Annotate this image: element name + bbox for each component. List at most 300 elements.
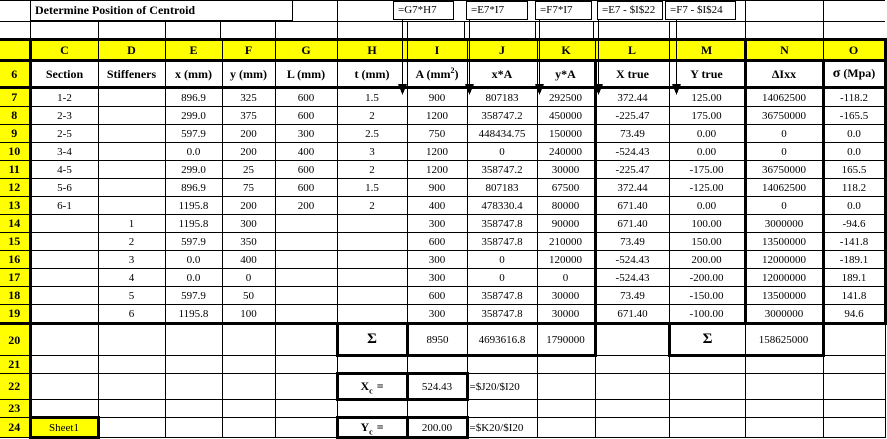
empty-row (0, 400, 885, 418)
column-letter-C[interactable]: C (30, 40, 98, 61)
cell-stiffener[interactable]: 2 (98, 233, 165, 251)
empty-cell[interactable] (537, 356, 595, 374)
cell-stiffener[interactable] (98, 179, 165, 197)
cell-x-true[interactable]: -225.47 (595, 107, 669, 125)
cell-yA[interactable]: 80000 (537, 197, 595, 215)
empty-cell[interactable] (595, 400, 669, 418)
row-header[interactable]: 18 (0, 287, 30, 305)
cell-xA[interactable]: 358747.2 (467, 161, 537, 179)
sum-symbol-right[interactable]: Σ (669, 324, 745, 356)
empty-cell[interactable] (823, 418, 885, 438)
cell-L[interactable] (275, 269, 337, 287)
column-letter-J[interactable]: J (467, 40, 537, 61)
cell-area[interactable]: 900 (407, 179, 467, 197)
table-row (0, 269, 885, 287)
cell-stiffener[interactable] (98, 125, 165, 143)
cell-t[interactable]: 2.5 (337, 125, 407, 143)
cell-t[interactable] (337, 287, 407, 305)
empty-cell[interactable] (275, 374, 337, 400)
cell-stiffener[interactable]: 1 (98, 215, 165, 233)
cell-x[interactable]: 0.0 (165, 251, 222, 269)
cell-yA[interactable]: 240000 (537, 143, 595, 161)
cell-L[interactable]: 300 (275, 125, 337, 143)
cell-section[interactable] (30, 215, 98, 233)
formula-annotation-x-true[interactable]: =E7 - $I$22 (597, 1, 663, 20)
column-letter-D[interactable]: D (98, 40, 165, 61)
cell-sigma[interactable]: -165.5 (823, 107, 885, 125)
sum-area[interactable]: 8950 (407, 324, 467, 356)
cell-x[interactable]: 597.9 (165, 125, 222, 143)
cell-section[interactable]: 2-3 (30, 107, 98, 125)
empty-cell[interactable] (275, 356, 337, 374)
cell-stiffener[interactable] (98, 143, 165, 161)
x-label: X (360, 379, 370, 393)
cell-section[interactable]: 3-4 (30, 143, 98, 161)
row-header[interactable]: 11 (0, 161, 30, 179)
cell-x-true[interactable]: 671.40 (595, 305, 669, 324)
cell-L[interactable]: 200 (275, 197, 337, 215)
column-letter-E[interactable]: E (165, 40, 222, 61)
cell-area[interactable]: 900 (407, 88, 467, 107)
cell-t[interactable]: 1.5 (337, 179, 407, 197)
cell-yA[interactable]: 30000 (537, 161, 595, 179)
sum-row (0, 324, 885, 356)
cell-delta-ixx[interactable]: 0 (745, 125, 823, 143)
cell-xA[interactable]: 358747.8 (467, 215, 537, 233)
empty-cell[interactable] (745, 356, 823, 374)
row-header[interactable]: 8 (0, 107, 30, 125)
row-header-6[interactable]: 6 (0, 61, 30, 88)
header-y-true[interactable]: Y true (669, 61, 745, 88)
cell-t[interactable] (337, 251, 407, 269)
row-header[interactable]: 7 (0, 88, 30, 107)
cell-stiffener[interactable]: 6 (98, 305, 165, 324)
cell-t[interactable] (337, 305, 407, 324)
cell-x[interactable]: 299.0 (165, 161, 222, 179)
cell-delta-ixx[interactable]: 12000000 (745, 269, 823, 287)
cell-xA[interactable]: 0 (467, 143, 537, 161)
empty-cell[interactable] (337, 400, 407, 418)
empty-cell[interactable] (165, 356, 222, 374)
cell-L[interactable] (275, 305, 337, 324)
empty-cell[interactable] (275, 418, 337, 438)
cell-L[interactable]: 600 (275, 88, 337, 107)
cell-delta-ixx[interactable]: 0 (745, 197, 823, 215)
cell-y-true[interactable]: 125.00 (669, 88, 745, 107)
cell-y-true[interactable]: 100.00 (669, 215, 745, 233)
cell-y-true[interactable]: 200.00 (669, 251, 745, 269)
cell-xA[interactable]: 807183 (467, 88, 537, 107)
formula-annotation-xa[interactable]: =E7*I7 (466, 1, 528, 20)
empty-cell[interactable] (669, 400, 745, 418)
cell-xA[interactable]: 448434.75 (467, 125, 537, 143)
cell-x-true[interactable]: -524.43 (595, 269, 669, 287)
cell-y-true[interactable]: -150.00 (669, 287, 745, 305)
cell-L[interactable]: 600 (275, 179, 337, 197)
empty-cell[interactable] (745, 374, 823, 400)
cell-y[interactable]: 75 (222, 179, 275, 197)
empty-cell[interactable] (823, 374, 885, 400)
cell-x-true[interactable]: 671.40 (595, 197, 669, 215)
table-row (0, 88, 885, 107)
row-header[interactable]: 9 (0, 125, 30, 143)
cell-y-true[interactable]: 0.00 (669, 143, 745, 161)
cell-stiffener[interactable]: 5 (98, 287, 165, 305)
empty-row (0, 356, 885, 374)
empty-cell[interactable] (30, 356, 98, 374)
column-letter-F[interactable]: F (222, 40, 275, 61)
cell-delta-ixx[interactable]: 0 (745, 143, 823, 161)
cell-y-true[interactable]: 0.00 (669, 197, 745, 215)
sheet-tab[interactable]: Sheet1 (30, 418, 98, 438)
cell-sigma[interactable]: 0.0 (823, 197, 885, 215)
cell-x[interactable]: 0.0 (165, 143, 222, 161)
cell-y[interactable]: 50 (222, 287, 275, 305)
cell-xA[interactable]: 358747.8 (467, 305, 537, 324)
cell-y-true[interactable]: 0.00 (669, 125, 745, 143)
cell-yA[interactable]: 292500 (537, 88, 595, 107)
formula-annotation-xA-area[interactable]: =G7*H7 (393, 1, 454, 20)
empty-cell[interactable] (165, 324, 222, 356)
header-yA[interactable]: y*A (537, 61, 595, 88)
cell-xA[interactable]: 807183 (467, 179, 537, 197)
cell-stiffener[interactable] (98, 197, 165, 215)
row-header-20[interactable]: 20 (0, 324, 30, 356)
cell-section[interactable]: 5-6 (30, 179, 98, 197)
empty-cell[interactable] (823, 324, 885, 356)
cell-x[interactable]: 1195.8 (165, 215, 222, 233)
cell-sigma[interactable]: 141.8 (823, 287, 885, 305)
cell-section[interactable] (30, 251, 98, 269)
cell-delta-ixx[interactable]: 14062500 (745, 88, 823, 107)
cell-xA[interactable]: 358747.8 (467, 233, 537, 251)
header-delta-ixx[interactable]: ΔIxx (745, 61, 823, 88)
cell-y[interactable]: 0 (222, 269, 275, 287)
empty-cell[interactable] (745, 418, 823, 438)
centroid-x-label[interactable] (337, 374, 407, 400)
empty-cell[interactable] (745, 400, 823, 418)
cell-y[interactable]: 325 (222, 88, 275, 107)
cell-sigma[interactable]: -94.6 (823, 215, 885, 233)
table-row (0, 107, 885, 125)
cell-x[interactable]: 896.9 (165, 88, 222, 107)
empty-cell[interactable] (98, 374, 165, 400)
cell-section[interactable] (30, 233, 98, 251)
cell-delta-ixx[interactable]: 3000000 (745, 305, 823, 324)
sum-delta-ixx[interactable]: 158625000 (745, 324, 823, 356)
row-header[interactable]: 12 (0, 179, 30, 197)
row-header[interactable]: 10 (0, 143, 30, 161)
header-L[interactable]: L (mm) (275, 61, 337, 88)
cell-y-true[interactable]: -100.00 (669, 305, 745, 324)
cell-stiffener[interactable] (98, 161, 165, 179)
cell-area[interactable]: 1200 (407, 143, 467, 161)
cell-xA[interactable]: 0 (467, 251, 537, 269)
cell-x-true[interactable]: 372.44 (595, 179, 669, 197)
cell-y-true[interactable]: -175.00 (669, 161, 745, 179)
empty-cell[interactable] (669, 356, 745, 374)
cell-x[interactable]: 597.9 (165, 233, 222, 251)
centroid-y-value[interactable]: 200.00 (407, 418, 467, 438)
empty-cell[interactable] (98, 418, 165, 438)
header-section[interactable]: Section (30, 61, 98, 88)
title-cell[interactable]: Determine Position of Centroid (30, 0, 293, 21)
empty-cell[interactable] (467, 356, 537, 374)
row-header-24[interactable]: 24 (0, 418, 30, 438)
empty-cell[interactable] (98, 400, 165, 418)
cell-area[interactable]: 300 (407, 269, 467, 287)
empty-cell[interactable] (407, 356, 467, 374)
table-row (0, 215, 885, 233)
cell-section[interactable] (30, 305, 98, 324)
row-header[interactable]: 17 (0, 269, 30, 287)
cell-L[interactable]: 400 (275, 143, 337, 161)
column-letter-N[interactable]: N (745, 40, 823, 61)
cell-area[interactable]: 300 (407, 305, 467, 324)
empty-cell[interactable] (595, 374, 669, 400)
cell-y[interactable]: 375 (222, 107, 275, 125)
row-header-23[interactable]: 23 (0, 400, 30, 418)
cell-y-true[interactable]: -200.00 (669, 269, 745, 287)
empty-cell[interactable] (467, 400, 537, 418)
empty-cell[interactable] (222, 374, 275, 400)
cell-y-true[interactable]: 150.00 (669, 233, 745, 251)
cell-sigma[interactable]: 0.0 (823, 125, 885, 143)
empty-cell[interactable] (407, 400, 467, 418)
cell-L[interactable]: 600 (275, 107, 337, 125)
cell-sigma[interactable]: -189.1 (823, 251, 885, 269)
cell-L[interactable] (275, 233, 337, 251)
cell-area[interactable]: 750 (407, 125, 467, 143)
cell-yA[interactable]: 90000 (537, 215, 595, 233)
cell-yA[interactable]: 210000 (537, 233, 595, 251)
cell-x[interactable]: 597.9 (165, 287, 222, 305)
cell-x[interactable]: 1195.8 (165, 305, 222, 324)
empty-cell[interactable] (222, 400, 275, 418)
cell-xA[interactable]: 358747.8 (467, 287, 537, 305)
empty-cell[interactable] (165, 400, 222, 418)
cell-area[interactable]: 600 (407, 287, 467, 305)
centroid-x-formula[interactable]: =$J20/$I20 (467, 374, 537, 400)
cell-x-true[interactable]: -524.43 (595, 251, 669, 269)
cell-delta-ixx[interactable]: 13500000 (745, 233, 823, 251)
cell-t[interactable]: 2 (337, 197, 407, 215)
row-header[interactable]: 19 (0, 305, 30, 324)
row-header[interactable]: 16 (0, 251, 30, 269)
sum-yA[interactable]: 1790000 (537, 324, 595, 356)
empty-cell[interactable] (98, 324, 165, 356)
cell-L[interactable]: 600 (275, 161, 337, 179)
cell-yA[interactable]: 150000 (537, 125, 595, 143)
header-y[interactable]: y (mm) (222, 61, 275, 88)
formula-annotation-y-true[interactable]: =F7 - $I$24 (665, 1, 736, 20)
cell-yA[interactable]: 30000 (537, 305, 595, 324)
row-header-21[interactable]: 21 (0, 356, 30, 374)
cell-sigma[interactable]: -141.8 (823, 233, 885, 251)
empty-cell[interactable] (669, 374, 745, 400)
y-sub: c (369, 427, 373, 437)
cell-L[interactable] (275, 251, 337, 269)
cell-t[interactable]: 2 (337, 107, 407, 125)
cell-t[interactable]: 3 (337, 143, 407, 161)
empty-cell[interactable] (165, 418, 222, 438)
cell-x[interactable]: 896.9 (165, 179, 222, 197)
cell-x-true[interactable]: 671.40 (595, 215, 669, 233)
column-letter-L[interactable]: L (595, 40, 669, 61)
cell-stiffener[interactable] (98, 107, 165, 125)
cell-yA[interactable]: 0 (537, 269, 595, 287)
cell-x-true[interactable]: -225.47 (595, 161, 669, 179)
cell-y[interactable]: 200 (222, 143, 275, 161)
cell-y[interactable]: 200 (222, 125, 275, 143)
cell-x[interactable]: 0.0 (165, 269, 222, 287)
empty-cell[interactable] (595, 324, 669, 356)
cell-x[interactable]: 299.0 (165, 107, 222, 125)
select-all-corner[interactable] (0, 40, 30, 61)
cell-stiffener[interactable]: 4 (98, 269, 165, 287)
header-t[interactable]: t (mm) (337, 61, 407, 88)
cell-x-true[interactable]: 73.49 (595, 287, 669, 305)
cell-stiffener[interactable]: 3 (98, 251, 165, 269)
cell-delta-ixx[interactable]: 36750000 (745, 107, 823, 125)
cell-yA[interactable]: 450000 (537, 107, 595, 125)
formula-annotation-ya[interactable]: =F7*I7 (535, 1, 592, 20)
cell-xA[interactable]: 0 (467, 269, 537, 287)
cell-delta-ixx[interactable]: 14062500 (745, 179, 823, 197)
cell-t[interactable]: 2 (337, 161, 407, 179)
header-area-sup: 2 (450, 65, 455, 75)
cell-x-true[interactable]: 73.49 (595, 125, 669, 143)
cell-y[interactable]: 350 (222, 233, 275, 251)
cell-delta-ixx[interactable]: 13500000 (745, 287, 823, 305)
column-letter-K[interactable]: K (537, 40, 595, 61)
header-sigma[interactable] (823, 61, 885, 88)
empty-cell[interactable] (30, 374, 98, 400)
cell-y-true[interactable]: -125.00 (669, 179, 745, 197)
column-letter-O[interactable]: O (823, 40, 885, 61)
cell-delta-ixx[interactable]: 36750000 (745, 161, 823, 179)
centroid-y-formula[interactable]: =$K20/$I20 (467, 418, 537, 438)
cell-area[interactable]: 1200 (407, 161, 467, 179)
sum-symbol-left[interactable]: Σ (337, 324, 407, 356)
cell-xA[interactable]: 478330.4 (467, 197, 537, 215)
cell-x[interactable]: 1195.8 (165, 197, 222, 215)
cell-area[interactable]: 600 (407, 233, 467, 251)
cell-y[interactable]: 25 (222, 161, 275, 179)
empty-cell[interactable] (537, 374, 595, 400)
cell-x-true[interactable]: -524.43 (595, 143, 669, 161)
cell-area[interactable]: 300 (407, 215, 467, 233)
cell-y[interactable]: 200 (222, 197, 275, 215)
cell-y[interactable]: 300 (222, 215, 275, 233)
column-letter-G[interactable]: G (275, 40, 337, 61)
empty-cell[interactable] (165, 374, 222, 400)
row-header[interactable]: 14 (0, 215, 30, 233)
column-letter-M[interactable]: M (669, 40, 745, 61)
cell-sigma[interactable]: -118.2 (823, 88, 885, 107)
empty-cell[interactable] (30, 400, 98, 418)
empty-cell[interactable] (275, 400, 337, 418)
header-stiffeners[interactable]: Stiffeners (98, 61, 165, 88)
row-header-22[interactable]: 22 (0, 374, 30, 400)
sigma-symbol: σ (832, 66, 841, 81)
header-area-text: A (mm (415, 66, 451, 81)
cell-stiffener[interactable] (98, 88, 165, 107)
centroid-y-label[interactable] (337, 418, 407, 438)
empty-cell[interactable] (98, 356, 165, 374)
centroid-y-row (0, 418, 885, 438)
cell-sigma[interactable]: 118.2 (823, 179, 885, 197)
cell-sigma[interactable]: 0.0 (823, 143, 885, 161)
cell-yA[interactable]: 67500 (537, 179, 595, 197)
empty-cell[interactable] (222, 418, 275, 438)
cell-delta-ixx[interactable]: 12000000 (745, 251, 823, 269)
empty-cell[interactable] (669, 418, 745, 438)
empty-cell[interactable] (537, 400, 595, 418)
sigma-unit: (Mpa) (840, 66, 876, 80)
cell-section[interactable]: 6-1 (30, 197, 98, 215)
cell-yA[interactable]: 30000 (537, 287, 595, 305)
cell-t[interactable] (337, 269, 407, 287)
header-area[interactable] (407, 61, 467, 88)
cell-area[interactable]: 1200 (407, 107, 467, 125)
empty-cell[interactable] (595, 356, 669, 374)
cell-x-true[interactable]: 73.49 (595, 233, 669, 251)
header-x[interactable]: x (mm) (165, 61, 222, 88)
cell-x-true[interactable]: 372.44 (595, 88, 669, 107)
cell-y[interactable]: 400 (222, 251, 275, 269)
empty-cell[interactable] (823, 356, 885, 374)
empty-cell[interactable] (30, 324, 98, 356)
cell-sigma[interactable]: 165.5 (823, 161, 885, 179)
cell-L[interactable] (275, 215, 337, 233)
header-x-true[interactable]: X true (595, 61, 669, 88)
cell-delta-ixx[interactable]: 3000000 (745, 215, 823, 233)
cell-section[interactable]: 4-5 (30, 161, 98, 179)
empty-cell[interactable] (222, 356, 275, 374)
cell-section[interactable] (30, 269, 98, 287)
header-xA[interactable]: x*A (467, 61, 537, 88)
cell-t[interactable] (337, 215, 407, 233)
sum-xA[interactable]: 4693616.8 (467, 324, 537, 356)
row-header[interactable]: 15 (0, 233, 30, 251)
centroid-x-value[interactable]: 524.43 (407, 374, 467, 400)
cell-yA[interactable]: 120000 (537, 251, 595, 269)
column-letter-I[interactable]: I (407, 40, 467, 61)
column-letter-H[interactable]: H (337, 40, 407, 61)
cell-t[interactable]: 1.5 (337, 88, 407, 107)
row-header[interactable]: 13 (0, 197, 30, 215)
empty-cell[interactable] (275, 324, 337, 356)
cell-section[interactable] (30, 287, 98, 305)
cell-area[interactable]: 300 (407, 251, 467, 269)
cell-sigma[interactable]: 189.1 (823, 269, 885, 287)
cell-y-true[interactable]: 175.00 (669, 107, 745, 125)
cell-section[interactable]: 1-2 (30, 88, 98, 107)
cell-xA[interactable]: 358747.2 (467, 107, 537, 125)
cell-section[interactable]: 2-5 (30, 125, 98, 143)
empty-cell[interactable] (595, 418, 669, 438)
cell-sigma[interactable]: 94.6 (823, 305, 885, 324)
empty-cell[interactable] (823, 400, 885, 418)
cell-y[interactable]: 100 (222, 305, 275, 324)
empty-cell[interactable] (337, 356, 407, 374)
cell-L[interactable] (275, 287, 337, 305)
cell-t[interactable] (337, 233, 407, 251)
empty-cell[interactable] (222, 324, 275, 356)
cell-area[interactable]: 400 (407, 197, 467, 215)
empty-cell[interactable] (537, 418, 595, 438)
